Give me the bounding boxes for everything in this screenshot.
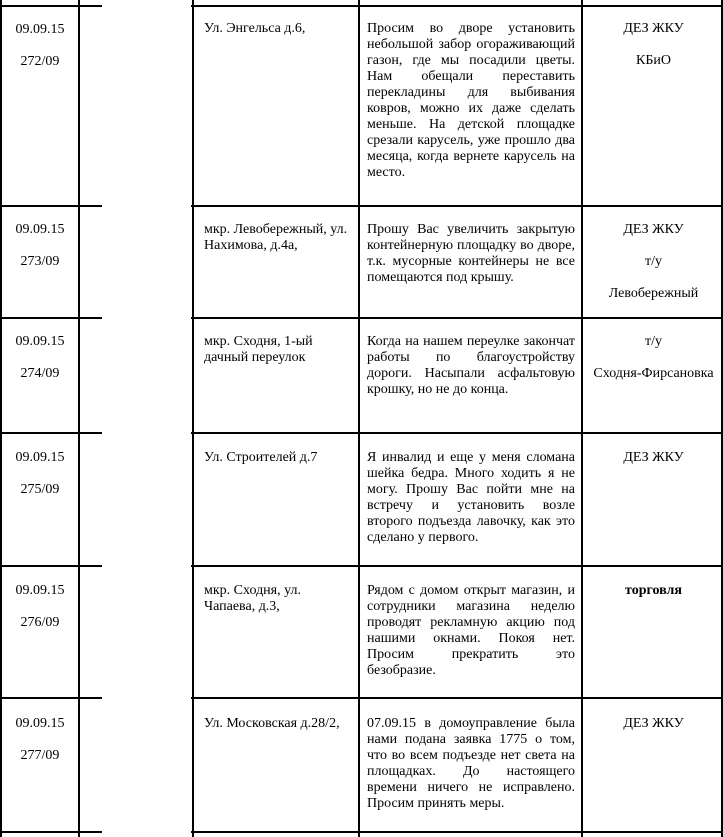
row-number: 275/09	[20, 482, 60, 497]
column-border	[0, 0, 2, 837]
row-number: 272/09	[20, 54, 60, 69]
row-complaint-text: Когда на нашем переулке закончат работы по благоустройству дороги. Насыпали асфальтовую крошку, но не до конца.	[367, 334, 575, 397]
row-date: 09.09.15	[15, 450, 65, 465]
row-number: 273/09	[20, 254, 60, 269]
row-number: 274/09	[20, 366, 60, 381]
row-date-cell	[2, 716, 78, 764]
column-border	[358, 0, 360, 837]
row-address: Ул. Строителей д.7	[204, 450, 318, 465]
org-line: ДЕЗ ЖКУ	[623, 450, 684, 465]
row-date: 09.09.15	[15, 222, 65, 237]
row-organization	[584, 334, 723, 382]
row-number: 276/09	[20, 615, 60, 630]
column-border	[192, 0, 194, 837]
row-date: 09.09.15	[15, 583, 65, 598]
column-border	[581, 0, 583, 837]
org-line: Сходня-Фирсановка	[593, 366, 714, 381]
row-organization	[584, 21, 723, 69]
row-date-cell	[2, 583, 78, 631]
row-organization	[584, 583, 723, 599]
row-date-cell	[2, 222, 78, 270]
row-address: мкр. Сходня, ул. Чапаева, д.3,	[204, 583, 301, 614]
row-complaint-text: Прошу Вас увеличить закрытую контейнерную площадку во дворе, т.к. мусорные контейнеры не все помещаются под крышу.	[367, 222, 575, 285]
row-date-cell	[2, 334, 78, 382]
org-line: ДЕЗ ЖКУ	[623, 222, 684, 237]
row-complaint-text: Рядом с домом открыт магазин, и сотрудники магазина неделю проводят рекламную акцию под нашими окнами. Покоя нет. Просим прекратить это безобразие.	[367, 583, 575, 678]
row-organization	[584, 222, 723, 302]
row-address: мкр. Сходня, 1-ый дачный переулок	[204, 334, 313, 365]
row-address: Ул. Московская д.28/2,	[204, 716, 340, 731]
org-line: ДЕЗ ЖКУ	[623, 716, 684, 731]
row-complaint-text: Просим во дворе установить небольшой забор огораживающий газон, где мы посадили цветы. Нам обещали переставить перекладины для выбивания ковров, можно их даже сделать меньше. На детской площадке срезали карусель, уже прошло два месяца, когда вернете карусель на место.	[367, 21, 575, 180]
row-organization	[584, 716, 723, 732]
row-complaint-text: Я инвалид и еще у меня сломана шейка бедра. Много ходить я не могу. Прошу Вас пойти мне на встречу и установить возле второго подъезда лавочку, как это сделано у первого.	[367, 450, 575, 545]
org-line: ДЕЗ ЖКУ	[623, 21, 684, 36]
row-number: 277/09	[20, 748, 60, 763]
row-date: 09.09.15	[15, 22, 65, 37]
row-date: 09.09.15	[15, 334, 65, 349]
redacted-column	[102, 0, 191, 837]
row-date-cell	[2, 450, 78, 498]
org-line: торговля	[625, 583, 682, 598]
row-complaint-text: 07.09.15 в домоуправление была нами подана заявка 1775 о том, что во всем подъезде нет света на площадках. До настоящего времени ничего не исправлено. Просим принять меры.	[367, 716, 575, 811]
column-border	[78, 0, 80, 837]
org-line: т/у	[644, 334, 662, 349]
row-date-cell	[2, 22, 78, 70]
row-date: 09.09.15	[15, 716, 65, 731]
org-line: КБиО	[636, 53, 671, 68]
row-organization	[584, 450, 723, 466]
org-line: Левобережный	[608, 286, 699, 301]
org-line: т/у	[644, 254, 662, 269]
row-address: мкр. Левобережный, ул. Нахимова, д.4а,	[204, 222, 348, 253]
row-address: Ул. Энгельса д.6,	[204, 21, 306, 36]
